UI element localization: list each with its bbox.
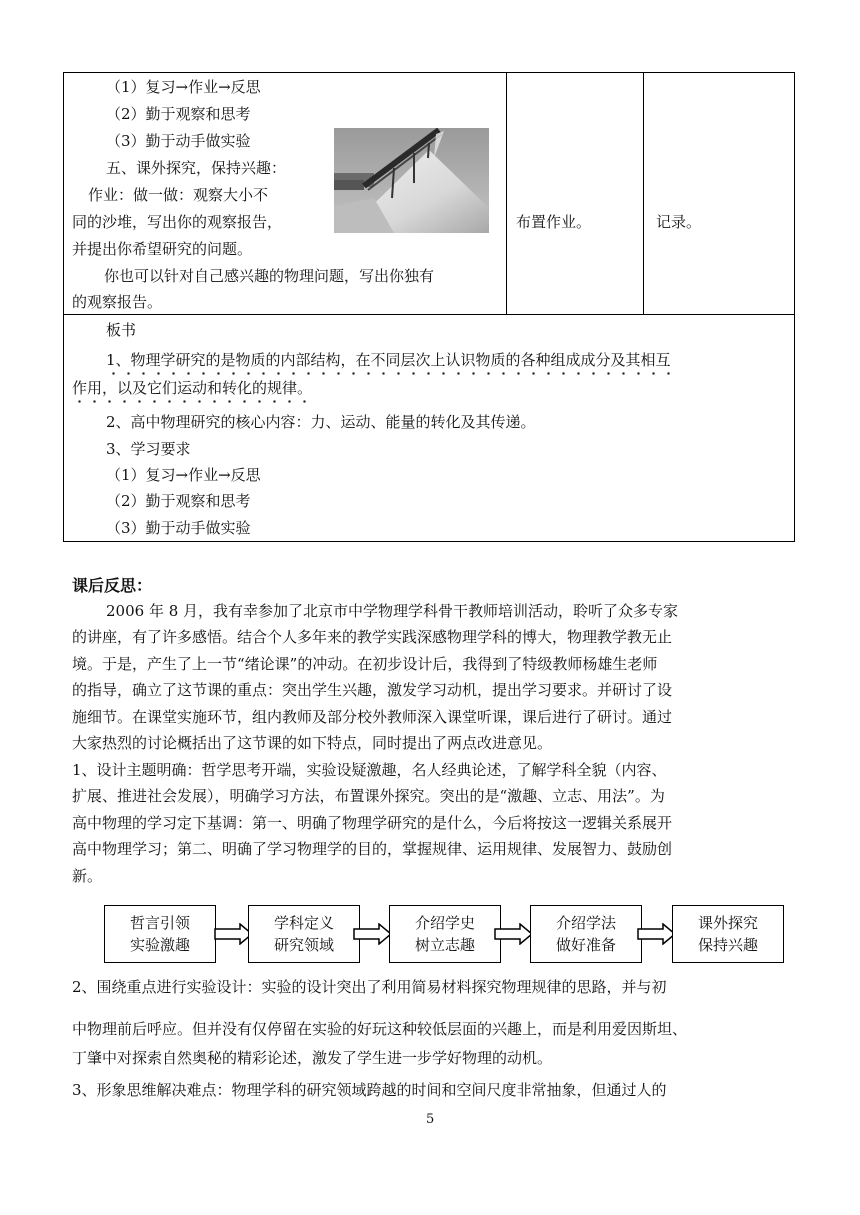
reflection-para3-line-3: 丁肇中对探索自然奥秘的精彩论述，激发了学生进一步学好物理的动机。 [72,1049,553,1067]
reflection-para3-line-2: 中物理前后呼应。但并没有仅停留在实验的好玩这种较低层面的兴趣上，而是利用爱因斯坦、 [72,1020,688,1038]
reflection-para2-line-5: 新。 [72,867,103,885]
board-point-1a: 1、物理学研究的是物质的内部结构，在不同层次上认识物质的各种组成成分及其相互 [106,350,671,376]
requirement-line-2: （2）勤于观察和思考 [106,105,251,123]
homework-line-2: 同的沙堆，写出你的观察报告， [72,213,283,231]
table-right-border [794,72,795,542]
board-requirement-1: （1）复习→作业→反思 [106,466,261,484]
requirement-line-1: （1）复习→作业→反思 [106,78,261,96]
reflection-para1-line-6: 大家热烈的讨论概括出了这节课的如下特点，同时提出了两点改进意见。 [72,734,553,752]
reflection-para1-line-2: 的讲座，有了许多感悟。结合个人多年来的教学实践深感物理学科的博大，物理教学教无止 [72,628,673,646]
homework-line-3: 并提出你希望研究的问题。 [72,240,253,258]
table-left-border [63,72,64,542]
flow-step-5-line-2: 保持兴趣 [697,936,758,954]
reflection-para2-line-1: 1、设计主题明确：哲学思考开端，实验设疑激趣，名人经典论述，了解学科全貌（内容、 [72,761,667,779]
sand-pile-photo [334,128,489,233]
reflection-para1-line-5: 施细节。在课堂实施环节，组内教师及部分校外教师深入课堂听课，课后进行了研讨。通过 [72,708,673,726]
reflection-para2-line-3: 高中物理的学习定下基调：第一、明确了物理学研究的是什么，今后将按这一逻辑关系展开 [72,814,673,832]
board-requirement-3: （3）勤于动手做实验 [106,519,251,537]
table-col-divider-2 [643,72,644,314]
reflection-para2-line-4: 高中物理学习；第二、明确了学习物理学的目的，掌握规律、运用规律、发展智力、鼓励创 [72,840,673,858]
flow-step-2-line-1: 学科定义 [273,914,334,932]
board-title: 板书 [106,321,137,339]
reflection-para2-line-2: 扩展、推进社会发展），明确学习方法，布置课外探究。突出的是“激趣、立志、用法”。为 [72,787,665,805]
flow-step-3 [389,905,501,963]
reflection-para1-line-3: 境。于是，产生了上一节“绪论课”的冲动。在初步设计后，我得到了特级教师杨雄生老师 [72,655,658,673]
requirement-line-3: （3）勤于动手做实验 [106,132,251,150]
student-activity: 记录。 [656,213,702,231]
board-point-3: 3、学习要求 [106,440,191,458]
flow-step-3-line-1: 介绍学史 [414,914,475,932]
flow-step-5-line-1: 课外探究 [697,914,758,932]
reflection-para3-line-1: 2、围绕重点进行实验设计：实验的设计突出了利用简易材料探究物理规律的思路，并与初 [72,978,667,996]
homework-line-1: 作业：做一做：观察大小不 [88,186,269,204]
teacher-activity: 布置作业。 [516,213,592,231]
homework-line-5: 的观察报告。 [72,293,163,311]
flow-step-2 [248,905,360,963]
reflection-heading: 课后反思： [72,576,153,595]
section-five-heading: 五、课外探究，保持兴趣： [106,159,287,177]
flow-step-5 [672,905,784,963]
page-number: 5 [426,1112,435,1127]
reflection-para1-line-1: 2006 年 8 月，我有幸参加了北京市中学物理学科骨干教师培训活动，聆听了众多专家 [106,602,679,620]
homework-line-4: 你也可以针对自己感兴趣的物理问题，写出你独有 [104,267,435,285]
table-bottom-border [63,541,795,542]
table-top-border [63,72,795,73]
table-col-divider-1 [506,72,507,314]
board-requirement-2: （2）勤于观察和思考 [106,492,251,510]
flow-arrow-4 [637,923,677,945]
flow-step-4 [530,905,642,963]
table-row-divider [63,314,795,315]
flow-step-1-line-1: 哲言引领 [129,914,190,932]
reflection-para1-line-4: 的指导，确立了这节课的重点：突出学生兴趣，激发学习动机，提出学习要求。并研讨了设 [72,681,673,699]
flow-arrow-2 [353,923,393,945]
flow-step-1 [104,905,216,963]
board-point-2: 2、高中物理研究的核心内容：力、运动、能量的转化及其传递。 [106,413,536,431]
flow-step-2-line-2: 研究领域 [273,936,334,954]
flow-step-4-line-1: 介绍学法 [555,914,616,932]
flow-step-3-line-2: 树立志趣 [414,936,475,954]
flow-step-1-line-2: 实验激趣 [129,936,190,954]
flow-arrow-3 [494,923,534,945]
flow-step-4-line-2: 做好准备 [555,936,616,954]
reflection-para4-line-1: 3、形象思维解决难点：物理学科的研究领域跨越的时间和空间尺度非常抽象，但通过人的 [72,1081,667,1099]
board-point-1b: 作用，以及它们运动和转化的规律。 [72,378,312,404]
